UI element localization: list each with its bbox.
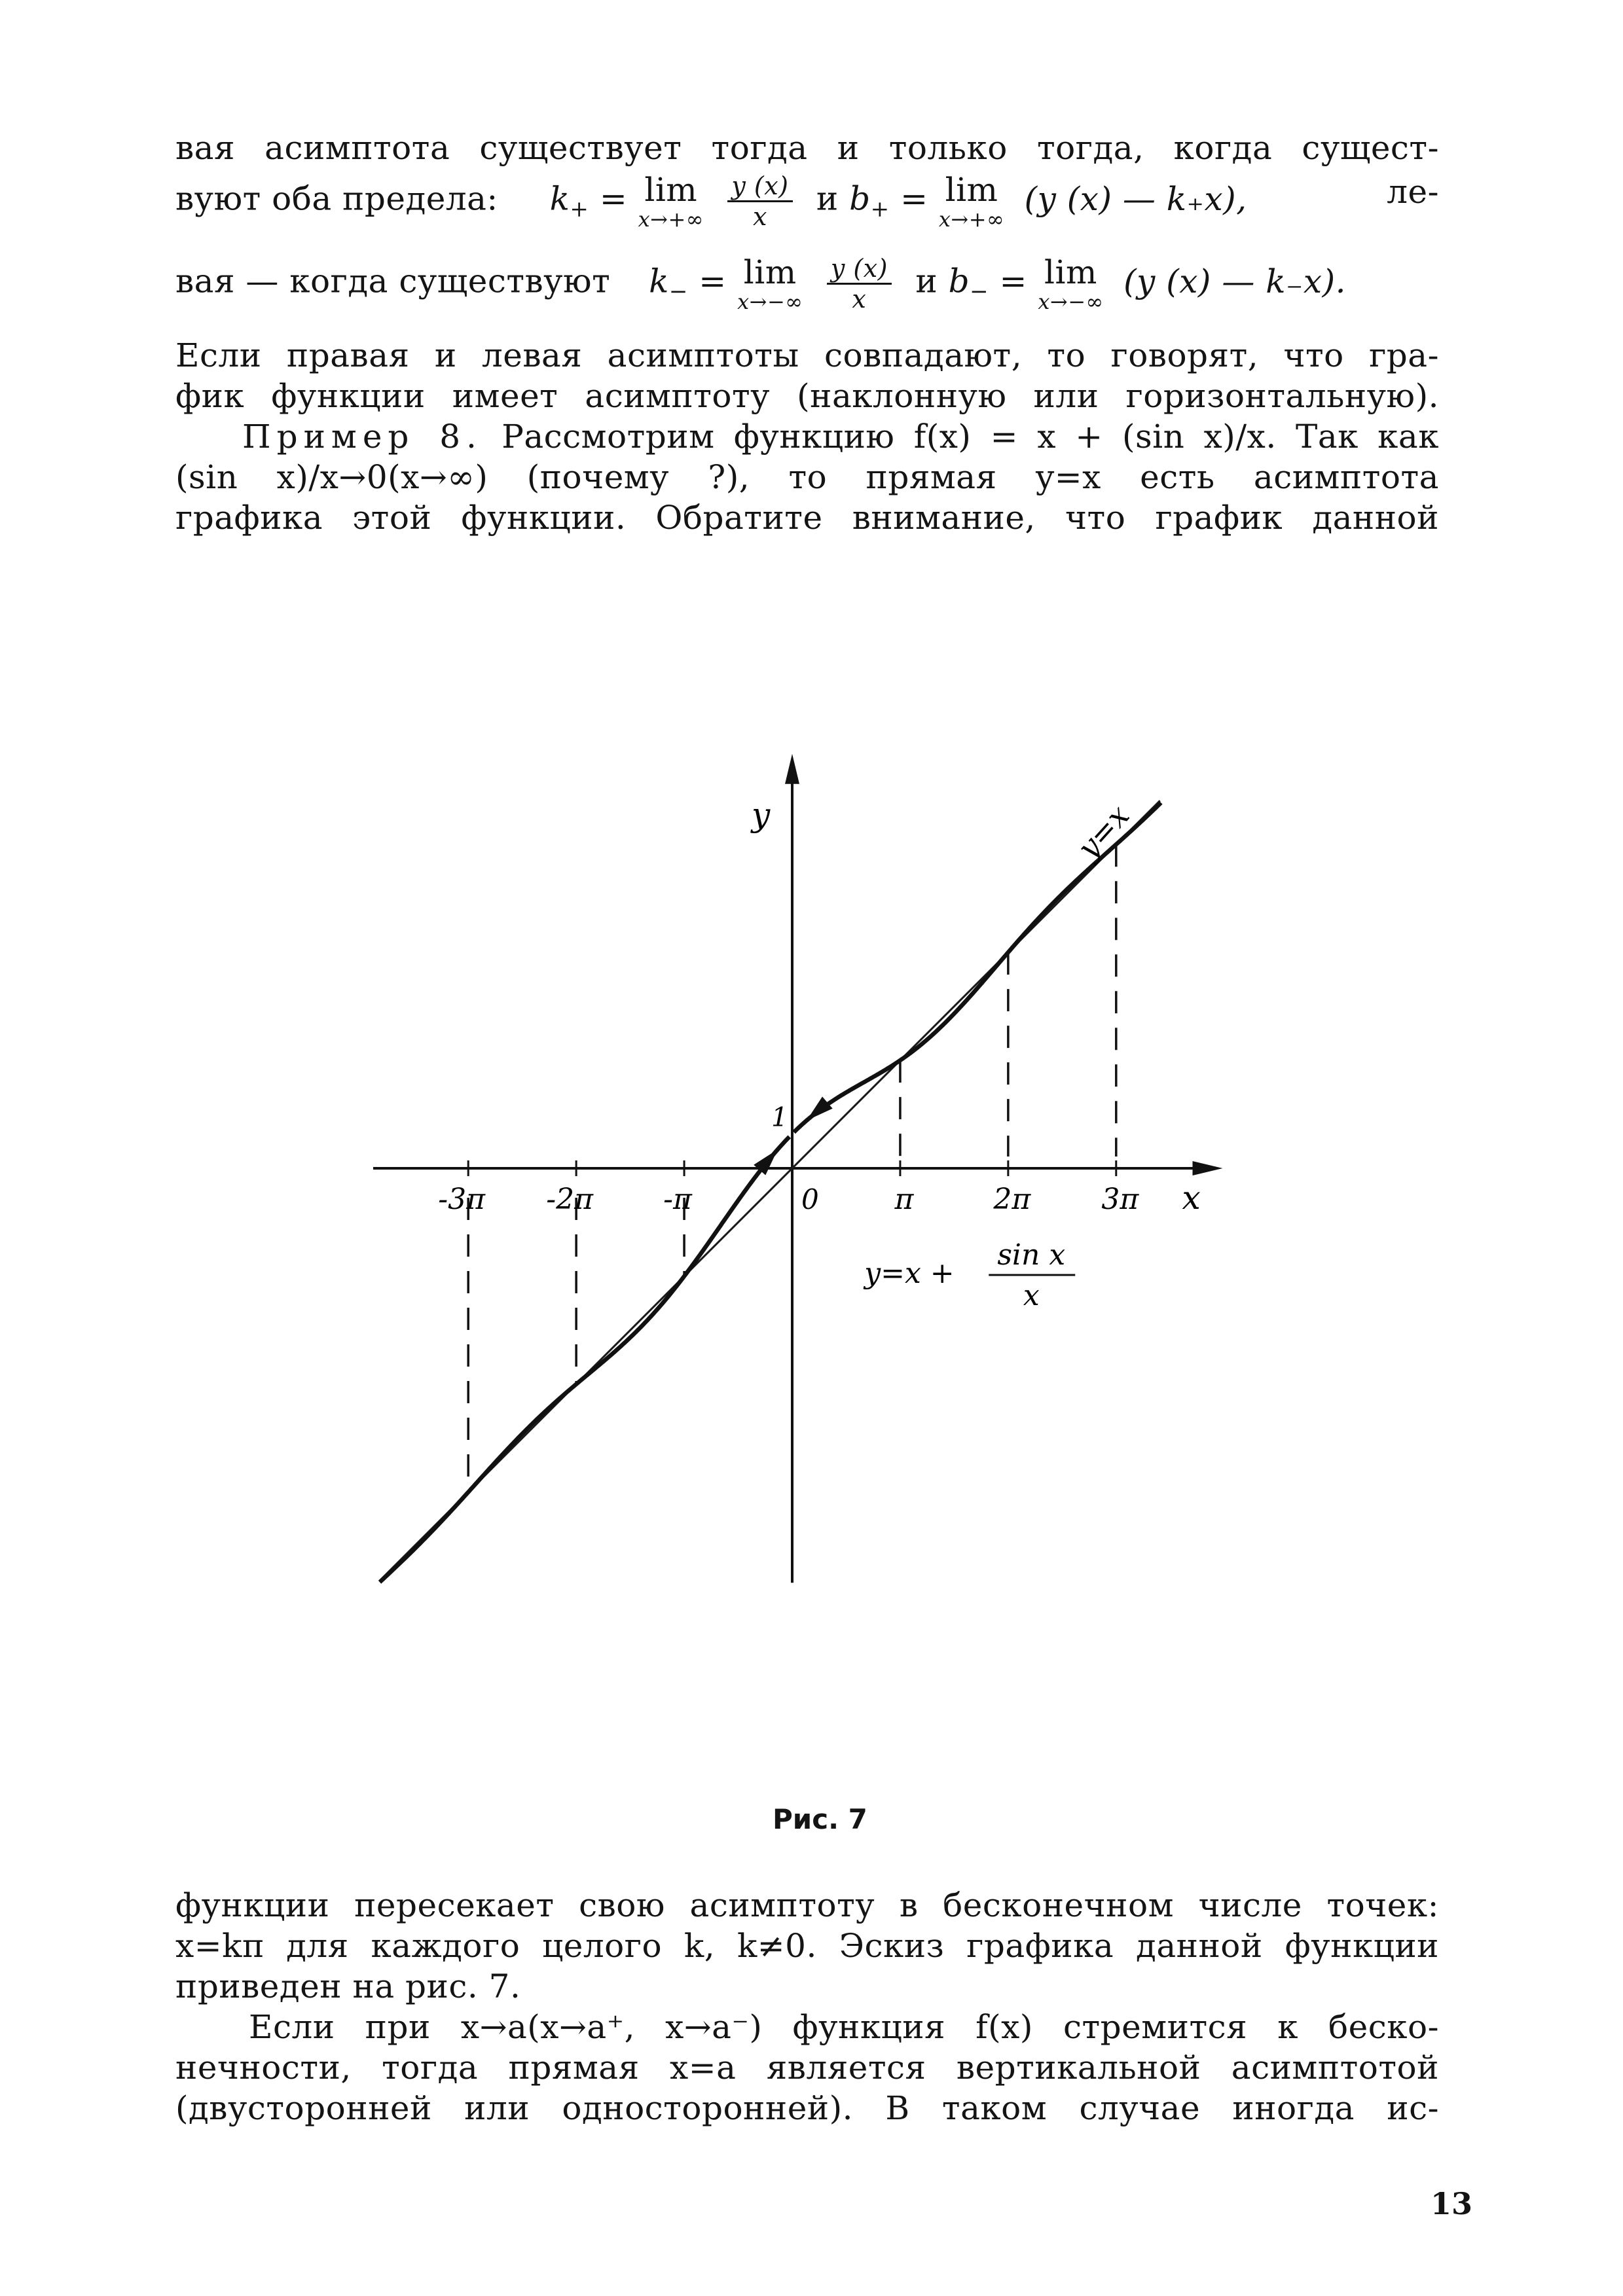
b-plus-subscript: + (870, 196, 890, 223)
equals-1: = (599, 179, 628, 218)
lim-minus-under-2: x→−∞ (1038, 289, 1104, 314)
b-minus-symbol: b (948, 262, 970, 300)
paren-minus: (y (x) — k₋x). (1123, 262, 1347, 300)
frac-num-2: y (x) (827, 254, 892, 285)
x-tick-label: -2π (546, 1183, 594, 1216)
x-tick-label: -3π (438, 1183, 486, 1216)
text-line-1: вая асимптота существует тогда и только тогда, когда сущест- (175, 129, 1439, 167)
figure-7-plot (249, 563, 1375, 1793)
frac-den-2: x (852, 285, 867, 314)
text-line-4: Если правая и левая асимптоты совпадают, то говорят, что гра- (175, 336, 1439, 374)
x-axis-label: x (1182, 1179, 1201, 1217)
asymptote-label: y=x (1070, 798, 1137, 866)
lim-minus-under: x→−∞ (737, 289, 803, 314)
lim-word-2: lim (945, 171, 998, 209)
y-intercept-label: 1 (771, 1102, 788, 1133)
y-axis-label: y (752, 795, 771, 834)
formula-line-right (175, 171, 1439, 231)
formula-denominator: x (1023, 1279, 1040, 1312)
text-line-5: фик функции имеет асимптоту (наклонную или горизонтальную). (175, 377, 1439, 415)
page-number: 13 (1431, 2186, 1473, 2221)
lim-plus (638, 171, 704, 230)
frac-num-1: y (x) (727, 171, 792, 202)
k-minus-symbol: k (649, 262, 669, 300)
text-l6-b: Рассмотрим функцию f(x) = x + (sin x)/x. Так как (501, 418, 1439, 456)
equals-3: = (699, 262, 727, 300)
text-line-8: графика этой функции. Обратите внимание, что график данной (175, 499, 1439, 537)
text-line-b5: нечности, тогда прямая x=a является вертикальной асимптотой (175, 2049, 1439, 2087)
fraction-y-over-x-1 (727, 171, 792, 231)
lim-plus-under-2: x→+∞ (938, 207, 1005, 232)
formula-line-left (175, 254, 1439, 314)
curve-arrow-left-icon (807, 1096, 833, 1121)
lim-word-4: lim (1044, 253, 1097, 291)
lim-word-1: lim (644, 171, 698, 209)
x-tick-label: 2π (993, 1183, 1031, 1216)
text-l3-a: вая — когда существуют (175, 262, 611, 300)
b-minus-subscript: − (970, 278, 989, 305)
equals-2: = (900, 179, 928, 218)
lim-minus-2 (1038, 254, 1103, 313)
k-minus-subscript: − (668, 278, 688, 305)
and-2: и (915, 262, 938, 300)
text-l2-a: вуют оба предела: (175, 179, 498, 218)
k-plus-subscript: + (570, 196, 589, 223)
x-axis-arrow-icon (1193, 1161, 1223, 1175)
text-line-b2: x=kπ для каждого целого k, k≠0. Эскиз графика данной функции (175, 1927, 1439, 1965)
x-tick-label: 3π (1101, 1183, 1139, 1216)
y-axis-arrow-icon (785, 754, 799, 784)
function-curve (380, 802, 1161, 1582)
text-line-b4: Если при x→a(x→a⁺, x→a⁻) функция f(x) стремится к беско- (249, 2008, 1439, 2046)
figure-caption: Рис. 7 (773, 1803, 867, 1835)
x-tick-label: -π (663, 1183, 692, 1216)
lim-plus-under: x→+∞ (638, 207, 704, 232)
text-le: ле- (1387, 173, 1439, 211)
text-line-b1: функции пересекает свою асимптоту в бесконечном числе точек: (175, 1886, 1439, 1924)
formula-numerator: sin x (997, 1238, 1066, 1272)
b-plus-symbol: b (849, 179, 871, 218)
paren-plus: (y (x) — k₊x), (1024, 179, 1247, 218)
text-line-7: (sin x)/x→0(x→∞) (почему ?), то прямая y=x есть асимптота (175, 458, 1439, 496)
and-1: и (816, 179, 839, 218)
origin-label: 0 (801, 1183, 819, 1215)
lim-plus-2 (939, 171, 1004, 230)
frac-den-1: x (752, 202, 767, 231)
fraction-y-over-x-2 (827, 254, 892, 314)
function-formula (863, 1238, 1075, 1312)
x-tick-label: π (894, 1183, 914, 1216)
text-line-b6: (двусторонней или односторонней). В таком случае иногда ис- (175, 2089, 1439, 2127)
k-plus-symbol: k (549, 179, 570, 218)
text-line-b3: приведен на рис. 7. (175, 1967, 521, 2005)
lim-minus (737, 254, 803, 313)
formula-lhs: y=x + (864, 1257, 955, 1290)
text-line-6 (242, 416, 1439, 457)
example-heading: Пример 8. (242, 418, 483, 456)
equals-4: = (999, 262, 1027, 300)
lim-word-3: lim (743, 253, 797, 291)
